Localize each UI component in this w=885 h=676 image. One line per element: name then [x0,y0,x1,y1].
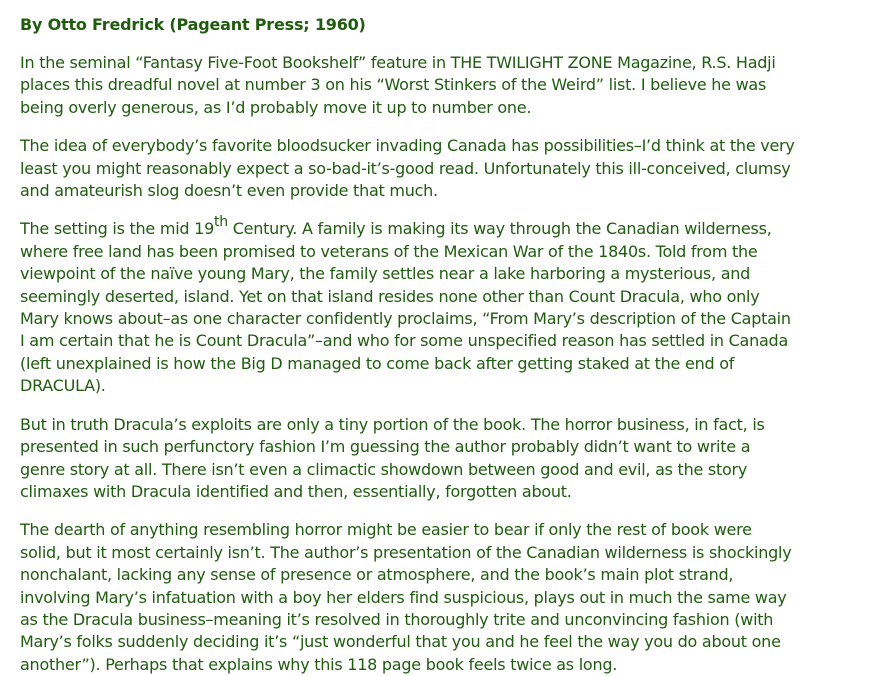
paragraph-dearth: The dearth of anything resembling horror might be easier to bear if only the rest of book were solid, but it most certainly isn’t. The author’s presentation of the Canadian wilderness is shockingly nonchalant, lacking any sense of presence or atmosphere, and the book’s main plot strand, involving Mary’s infatuation with a boy her elders find suspicious, plays out in much the same way as the Dracula business–meaning it’s resolved in thoroughly trite and unconvincing fashion (with Mary’s folks suddenly deciding it’s “just wonderful that you and he feel the way you do about one another”). Perhaps that explains why this 118 page book feels twice as long. [20,520,792,674]
ordinal-suffix: th [214,214,228,231]
setting-text-start: The setting is the mid 19 [20,219,214,239]
paragraph-setting [20,214,795,397]
setting-text-rest: Century. A family is making its way through the Canadian wilderness, where free land has been promised to veterans of the Mexican War of the 1840s. Told from the viewpoint of the naïve young Mary, the family settles near a lake harboring a mysterious, and seemingly deserted, island. Yet on that island resides none other than Count Dracula, who only Mary knows about–as one character confidently proclaims, “From Mary’s description of the Captain I am certain that he is Count Dracula”–and who for some unspecified reason has settled in Canada (left unexplained is how the Big D managed to come back after getting staked at the end of DRACULA). [20,219,791,396]
paragraph-dracula-exploits: But in truth Dracula’s exploits are only a tiny portion of the book. The horror business, in fact, is presented in such perfunctory fashion I’m guessing the author probably didn’t want to write a genre story at all. There isn’t even a climactic showdown between good and evil, as the story climaxes with Dracula identified and then, essentially, forgotten about. [20,414,765,501]
paragraph-intro: In the seminal “Fantasy Five-Foot Bookshelf” feature in THE TWILIGHT ZONE Magazine, R.S. Hadji places this dreadful novel at number 3 on his “Worst Stinkers of the Weird” list. I believe he was being overly generous, as I’d probably move it up to number one. [20,53,776,117]
paragraph-idea: The idea of everybody’s favorite bloodsucker invading Canada has possibilities–I’d think at the very least you might reasonably expect a so-bad-it’s-good read. Unfortunately this ill-conceived, clumsy and amateurish slog doesn’t even provide that much. [20,136,795,201]
byline: By Otto Fredrick (Pageant Press; 1960) [20,15,366,34]
